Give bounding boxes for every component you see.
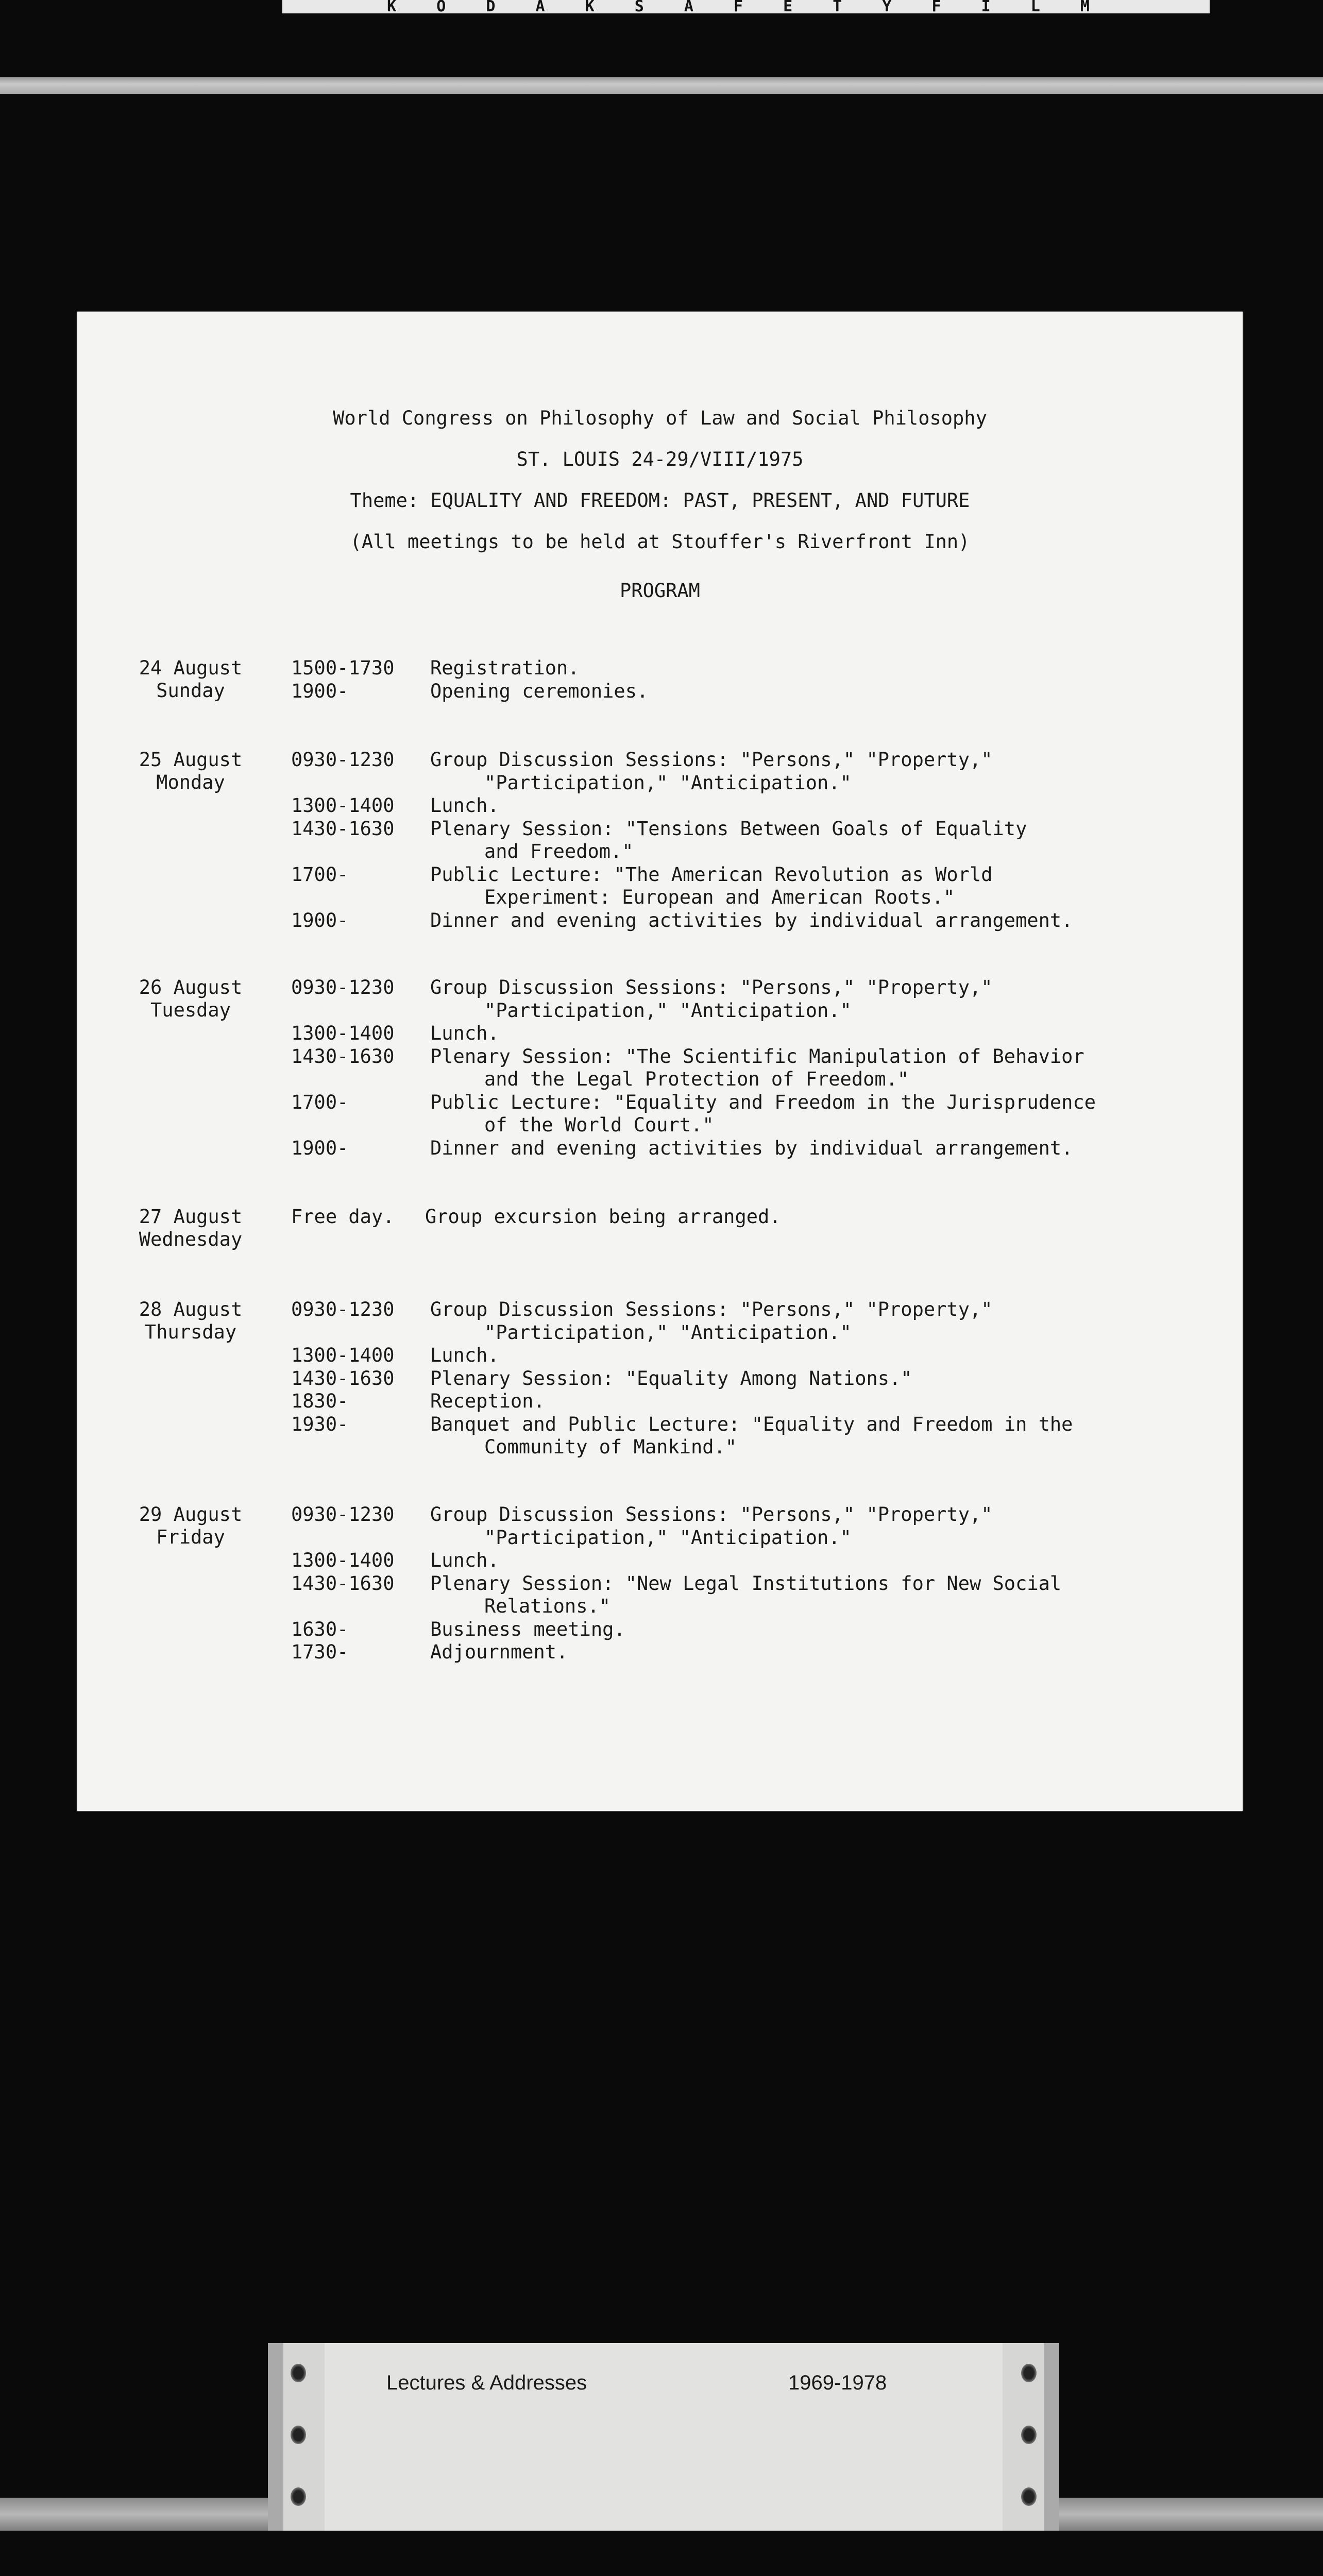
session-description: and Freedom." bbox=[484, 840, 634, 862]
session-time: 0930-1230 bbox=[291, 1298, 395, 1320]
session-description: Plenary Session: "New Legal Institutions for New Social bbox=[430, 1572, 1062, 1595]
session-time: 1430-1630 bbox=[291, 1045, 395, 1067]
session-time: 1700- bbox=[291, 863, 349, 886]
day-date: 28 August bbox=[139, 1298, 243, 1320]
session-description: Registration. bbox=[430, 657, 580, 679]
session-description: Business meeting. bbox=[430, 1618, 625, 1640]
session-description: Group Discussion Sessions: "Persons," "Property," bbox=[430, 749, 993, 771]
punch-hole bbox=[1021, 2426, 1037, 2444]
program-page bbox=[77, 312, 1243, 1811]
session-time: Free day. bbox=[291, 1206, 395, 1228]
punch-hole bbox=[1021, 2487, 1037, 2506]
session-description: Lunch. bbox=[430, 1549, 499, 1571]
session-description: "Participation," "Anticipation." bbox=[484, 1526, 852, 1549]
session-time: 1300-1400 bbox=[291, 1344, 395, 1366]
day-weekday: Sunday bbox=[156, 680, 225, 702]
session-time: 1430-1630 bbox=[291, 1572, 395, 1595]
session-description: and the Legal Protection of Freedom." bbox=[484, 1068, 909, 1090]
day-weekday: Monday bbox=[156, 771, 225, 793]
session-description: Lunch. bbox=[430, 794, 499, 817]
session-description: "Participation," "Anticipation." bbox=[484, 999, 852, 1022]
session-time: 1700- bbox=[291, 1091, 349, 1113]
day-date: 25 August bbox=[139, 749, 243, 771]
session-description: Lunch. bbox=[430, 1344, 499, 1366]
session-time: 1300-1400 bbox=[291, 1549, 395, 1571]
session-description: Banquet and Public Lecture: "Equality and Freedom in the bbox=[430, 1413, 1073, 1435]
session-time: 1430-1630 bbox=[291, 817, 395, 840]
theme-line: Theme: EQUALITY AND FREEDOM: PAST, PRESENT, AND FUTURE bbox=[350, 489, 970, 512]
day-weekday: Tuesday bbox=[150, 999, 231, 1021]
session-description: of the World Court." bbox=[484, 1114, 714, 1136]
film-strip-band-top bbox=[0, 77, 1323, 94]
day-date: 27 August bbox=[139, 1206, 243, 1228]
film-edge-marking: K O D A K S A F E T Y F I L M bbox=[282, 0, 1210, 13]
session-description: Opening ceremonies. bbox=[430, 680, 649, 702]
label-series: Lectures & Addresses bbox=[386, 2371, 587, 2394]
session-description: Group Discussion Sessions: "Persons," "Property," bbox=[430, 976, 993, 998]
session-time: 1430-1630 bbox=[291, 1367, 395, 1389]
session-description: Reception. bbox=[430, 1390, 545, 1412]
session-description: Dinner and evening activities by individual arrangement. bbox=[430, 909, 1073, 931]
session-description: Experiment: European and American Roots." bbox=[484, 886, 955, 908]
program-heading: PROGRAM bbox=[620, 580, 700, 602]
session-time: 1730- bbox=[291, 1641, 349, 1663]
punch-hole bbox=[1021, 2364, 1037, 2382]
session-time: 1900- bbox=[291, 909, 349, 931]
session-description: Adjournment. bbox=[430, 1641, 568, 1663]
congress-title: World Congress on Philosophy of Law and Social Philosophy bbox=[333, 407, 987, 429]
day-date: 26 August bbox=[139, 976, 243, 998]
session-description: Community of Mankind." bbox=[484, 1436, 737, 1458]
session-description: "Participation," "Anticipation." bbox=[484, 1321, 852, 1344]
session-time: 0930-1230 bbox=[291, 1503, 395, 1526]
day-weekday: Wednesday bbox=[139, 1228, 243, 1250]
session-description: Dinner and evening activities by individual arrangement. bbox=[430, 1137, 1073, 1159]
session-time: 1930- bbox=[291, 1413, 349, 1435]
session-description: Group Discussion Sessions: "Persons," "Property," bbox=[430, 1503, 993, 1526]
session-description: Relations." bbox=[484, 1595, 611, 1617]
day-weekday: Friday bbox=[156, 1526, 225, 1548]
session-time: 1500-1730 bbox=[291, 657, 395, 679]
venue-line: (All meetings to be held at Stouffer's Riverfront Inn) bbox=[350, 531, 970, 553]
session-description: Public Lecture: "The American Revolution as World bbox=[430, 863, 993, 886]
session-time: 0930-1230 bbox=[291, 749, 395, 771]
session-description: Lunch. bbox=[430, 1022, 499, 1044]
session-time: 1830- bbox=[291, 1390, 349, 1412]
session-description: Plenary Session: "Tensions Between Goals of Equality bbox=[430, 817, 1027, 840]
session-description: "Participation," "Anticipation." bbox=[484, 771, 852, 794]
session-description: Group excursion being arranged. bbox=[425, 1206, 781, 1228]
session-time: 0930-1230 bbox=[291, 976, 395, 998]
session-time: 1900- bbox=[291, 680, 349, 702]
session-description: Public Lecture: "Equality and Freedom in the Jurisprudence bbox=[430, 1091, 1096, 1113]
session-description: Plenary Session: "The Scientific Manipulation of Behavior bbox=[430, 1045, 1084, 1067]
day-date: 24 August bbox=[139, 657, 243, 679]
punch-hole bbox=[291, 2487, 306, 2506]
punch-hole bbox=[291, 2426, 306, 2444]
session-time: 1300-1400 bbox=[291, 1022, 395, 1044]
session-description: Group Discussion Sessions: "Persons," "Property," bbox=[430, 1298, 993, 1320]
session-time: 1630- bbox=[291, 1618, 349, 1640]
folder-label-card bbox=[268, 2343, 1059, 2531]
punch-hole bbox=[291, 2364, 306, 2382]
place-and-dates: ST. LOUIS 24-29/VIII/1975 bbox=[516, 448, 804, 470]
session-time: 1300-1400 bbox=[291, 794, 395, 817]
label-years: 1969-1978 bbox=[788, 2371, 887, 2394]
day-weekday: Thursday bbox=[144, 1321, 237, 1343]
session-time: 1900- bbox=[291, 1137, 349, 1159]
session-description: Plenary Session: "Equality Among Nations." bbox=[430, 1367, 912, 1389]
day-date: 29 August bbox=[139, 1503, 243, 1526]
